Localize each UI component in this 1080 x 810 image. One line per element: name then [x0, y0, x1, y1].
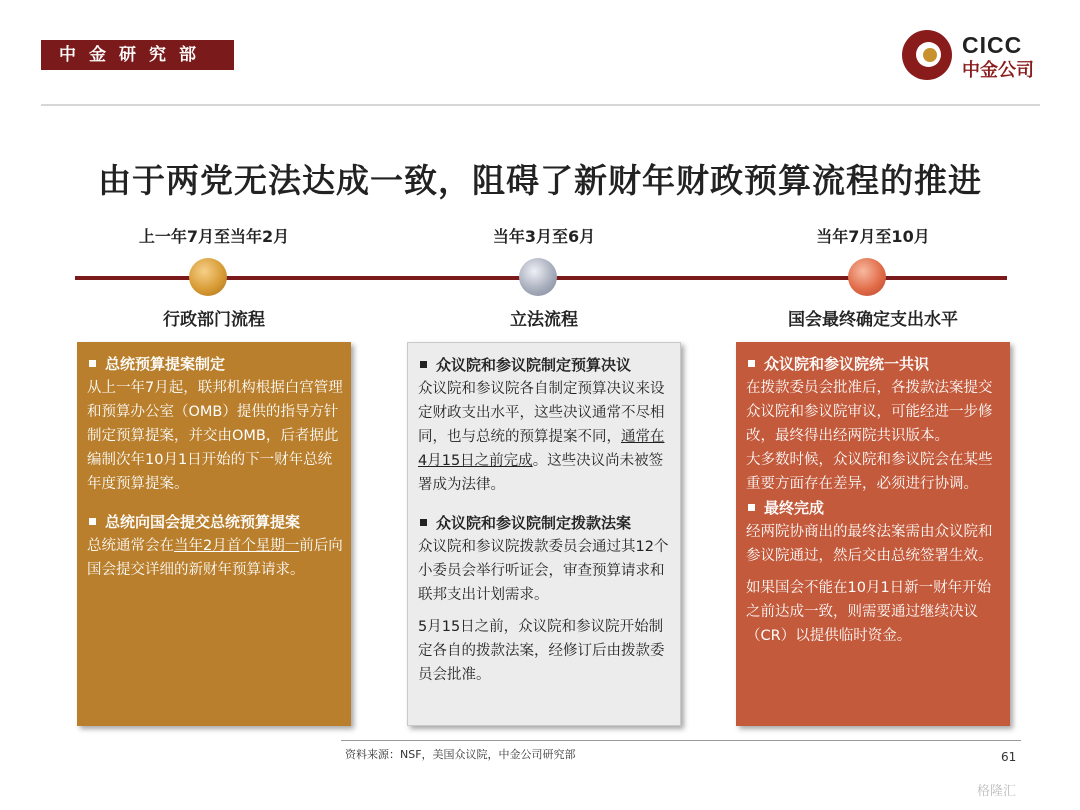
page-number: 61	[1001, 750, 1017, 764]
timeline-node-3	[848, 258, 886, 296]
section-heading: 总统向国会提交总统预算提案	[87, 510, 343, 534]
section-text: 众议院和参议院拨款委员会通过其12个小委员会举行听证会，审查预算请求和联邦支出计划需求。	[418, 539, 669, 603]
logo-text-en: CICC	[962, 32, 1023, 58]
watermark: 格隆汇	[977, 784, 1017, 799]
legislative-process-box	[407, 342, 681, 726]
square-bullet-icon	[748, 360, 755, 367]
stage-label-3: 国会最终确定支出水平	[788, 310, 958, 330]
section-text: 总统通常会在当年2月首个星期一前后向国会提交详细的新财年预算请求。	[87, 538, 343, 578]
header-divider	[41, 104, 1040, 106]
section-heading: 最终完成	[746, 496, 1002, 520]
cicc-logo	[902, 30, 1052, 82]
section-text: 5月15日之前，众议院和参议院开始制定各自的拨款法案，经修订后由拨款委员会批准。	[418, 619, 665, 683]
footer-divider	[341, 740, 1021, 741]
source-note: 资料来源：NSF，美国众议院，中金公司研究部	[345, 748, 576, 761]
cicc-logo-icon	[902, 30, 952, 80]
stage-label-2: 立法流程	[510, 310, 578, 330]
section-heading: 众议院和参议院统一共识	[746, 352, 1002, 376]
square-bullet-icon	[89, 360, 96, 367]
stage-label-1: 行政部门流程	[163, 310, 265, 330]
section-text: 从上一年7月起，联邦机构根据白宫管理和预算办公室（OMB）提供的指导方针制定预算提案，并交由OMB，后者据此编制次年10月1日开始的下一财年总统年度预算提案。	[87, 380, 343, 492]
section-text: 大多数时候，众议院和参议院会在某些重要方面存在差异，必须进行协调。	[746, 452, 993, 492]
section-heading: 众议院和参议院制定预算决议	[418, 353, 672, 377]
section-text: 如果国会不能在10月1日新一财年开始之前达成一致，则需要通过继续决议（CR）以提供临时资金。	[746, 580, 992, 644]
section-text: 经两院协商出的最终法案需由众议院和参议院通过，然后交由总统签署生效。	[746, 524, 993, 564]
square-bullet-icon	[420, 519, 427, 526]
logo-text-cn: 中金公司	[962, 60, 1034, 81]
section-heading: 众议院和参议院制定拨款法案	[418, 511, 672, 535]
square-bullet-icon	[89, 518, 96, 525]
department-tag: 中金研究部	[41, 40, 234, 70]
executive-process-box	[77, 342, 351, 726]
slide-title: 由于两党无法达成一致，阻碍了新财年财政预算流程的推进	[98, 161, 982, 200]
congress-final-box	[736, 342, 1010, 726]
period-label-2: 当年3月至6月	[492, 227, 596, 246]
section-text: 众议院和参议院各自制定预算决议来设定财政支出水平，这些决议通常不尽相同，也与总统的预算提案不同，通常在4月15日之前完成。这些决议尚未被签署成为法律。	[418, 381, 665, 493]
square-bullet-icon	[420, 361, 427, 368]
square-bullet-icon	[748, 504, 755, 511]
period-label-1: 上一年7月至当年2月	[138, 227, 290, 246]
section-text: 在拨款委员会批准后，各拨款法案提交众议院和参议院审议，可能经进一步修改，最终得出经两院共识版本。	[746, 380, 993, 444]
period-label-3: 当年7月至10月	[816, 227, 930, 246]
timeline-node-2	[519, 258, 557, 296]
section-heading: 总统预算提案制定	[87, 352, 343, 376]
timeline-node-1	[189, 258, 227, 296]
